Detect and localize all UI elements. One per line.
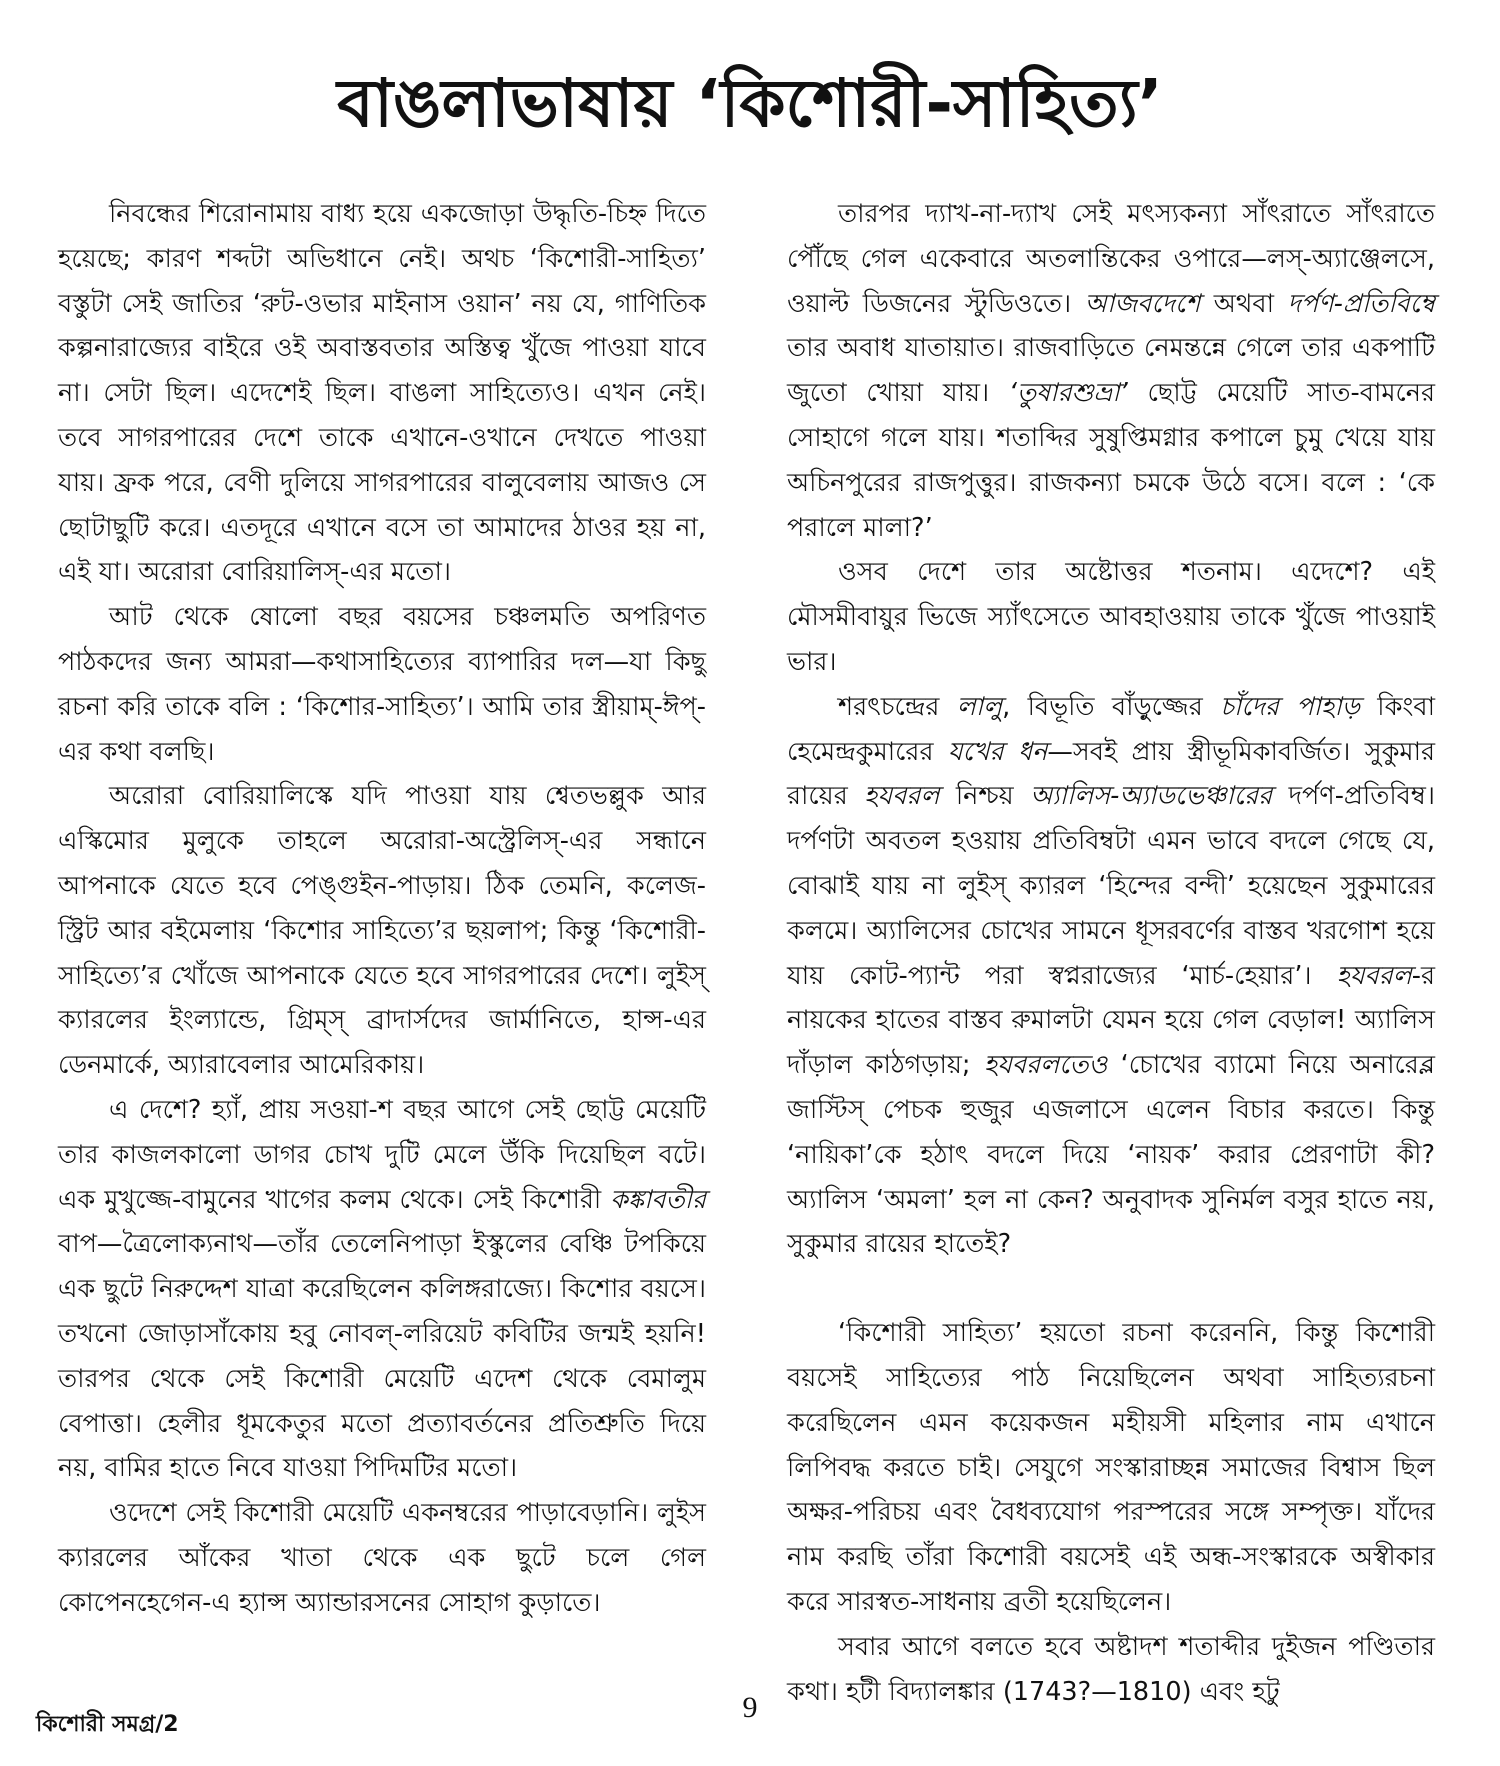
right-column <box>787 192 1435 1707</box>
book-footer: কিশোরী সমগ্র/2 <box>36 1712 179 1737</box>
page-title: বাঙলাভাষায় ‘কিশোরী-সাহিত্য’ <box>337 65 1163 142</box>
paragraph: সবার আগে বলতে হবে অষ্টাদশ শতাব্দীর দুইজন পণ্ডিতার কথা। হটী বিদ্যালঙ্কার (1743?—1810) এবং হটু <box>787 1631 1435 1707</box>
page-number: 9 <box>742 1691 758 1724</box>
paragraph: ওদেশে সেই কিশোরী মেয়েটি একনম্বরের পাড়াবেড়ানি। লুইস ক্যারলের আঁকের খাতা থেকে এক ছুটে চলে গেল কোপেনহেগেন-এ হ্যান্স অ্যান্ডারসনের সোহাগ কুড়াতে। <box>58 1498 706 1618</box>
paragraph: ওসব দেশে তার অষ্টোত্তর শতনাম। এদেশে? এই মৌসমীবায়ুর ভিজে স্যাঁৎসেতে আবহাওয়ায় তাকে খুঁজে পাওয়াই ভার। <box>787 557 1435 677</box>
paragraph: তারপর দ্যাখ-না-দ্যাখ সেই মৎস্যকন্যা সাঁৎরাতে সাঁৎরাতে পৌঁছে গেল একেবারে অতলান্তিকের ওপারে—লস্-অ্যাঞ্জেলসে, ওয়াল্ট ডিজনের স্টুডিওতে। আজবদেশে অথবা দর্পণ-প্রতিবিম্বে তার অবাধ যাতায়াত। রাজবাড়িতে নেমন্তন্নে গেলে তার একপাটি জুতো খোয়া যায়। ‘তুষারশুভ্রা’ ছোট্ট মেয়েটি সাত-বামনের সোহাগে গলে যায়। শতাব্দির সুষুপ্তিমগ্নার কপালে চুমু খেয়ে যায় অচিনপুরের রাজপুত্তুর। রাজকন্যা চমকে উঠে বসে। বলে : ‘কে পরালে মালা?’ <box>787 199 1435 543</box>
left-column <box>58 192 706 1660</box>
paragraph: ‘কিশোরী সাহিত্য’ হয়তো রচনা করেননি, কিন্তু কিশোরী বয়সেই সাহিত্যের পাঠ নিয়েছিলেন অথবা সাহিত্যরচনা করেছিলেন এমন কয়েকজন মহীয়সী মহিলার নাম এখানে লিপিবদ্ধ করতে চাই। সেযুগে সংস্কারাচ্ছন্ন সমাজের বিশ্বাস ছিল অক্ষর-পরিচয় এবং বৈধব্যযোগ পরস্পরের সঙ্গে সম্পৃক্ত। যাঁদের নাম করছি তাঁরা কিশোরী বয়সেই এই অন্ধ-সংস্কারকে অস্বীকার করে সারস্বত-সাধনায় ব্রতী হয়েছিলেন। <box>787 1318 1435 1617</box>
paragraph: অরোরা বোরিয়ালিস্কে যদি পাওয়া যায় শ্বেতভল্লুক আর এস্কিমোর মুলুকে তাহলে অরোরা-অস্ট্রেলিস্-এর সন্ধানে আপনাকে যেতে হবে পেঙ্গুইন-পাড়ায়। ঠিক তেমনি, কলেজ-স্ট্রিট আর বইমেলায় ‘কিশোর সাহিত্যে’র ছয়লাপ; কিন্তু ‘কিশোরী-সাহিত্যে’র খোঁজে আপনাকে যেতে হবে সাগরপারের দেশে। লুইস্ ক্যারলের ইংল্যান্ডে, গ্রিম্স্ ব্রাদার্সদের জার্মানিতে, হান্স-এর ডেনমার্কে, অ্যারাবেলার আমেরিকায়। <box>58 781 706 1081</box>
paragraph: শরৎচন্দ্রের লালু, বিভূতি বাঁড়ুজ্জের চাঁদের পাহাড় কিংবা হেমেন্দ্রকুমারের যখের ধন—সবই প্রায় স্ত্রীভূমিকাবর্জিত। সুকুমার রায়ের হযবরল নিশ্চয় অ্যালিস-অ্যাডভেঞ্চারের দর্পণ-প্রতিবিম্ব। দর্পণটা অবতল হওয়ায় প্রতিবিম্বটা এমন ভাবে বদলে গেছে যে, বোঝাই যায় না লুইস্ ক্যারল ‘হিন্দের বন্দী’ হয়েছেন সুকুমারের কলমে। অ্যালিসের চোখের সামনে ধূসরবর্ণের বাস্তব খরগোশ হয়ে যায় কোট-প্যান্ট পরা স্বপ্নরাজ্যের ‘মার্চ-হেয়ার’। হযবরল-র নায়কের হাতের বাস্তব রুমালটা যেমন হয়ে গেল বেড়াল! অ্যালিস দাঁড়াল কাঠগড়ায়; হযবরলতেও ‘চোখের ব্যামো নিয়ে অনারেব্ল জাস্টিস্ পেচক হুজুর এজলাসে এলেন বিচার করতে। কিন্তু ‘নায়িকা’কে হঠাৎ বদলে দিয়ে ‘নায়ক’ করার প্রেরণাটা কী? অ্যালিস ‘অমলা’ হল না কেন? অনুবাদক সুনির্মল বসুর হাতে নয়, সুকুমার রায়ের হাতেই? <box>787 691 1435 1260</box>
paragraph: নিবন্ধের শিরোনামায় বাধ্য হয়ে একজোড়া উদ্ধৃতি-চিহ্ন দিতে হয়েছে; কারণ শব্দটা অভিধানে নেই। অথচ ‘কিশোরী-সাহিত্য’ বস্তুটা সেই জাতির ‘রুট-ওভার মাইনাস ওয়ান’ নয় যে, গাণিতিক কল্পনারাজ্যের বাইরে ওই অবাস্তবতার অস্তিত্ব খুঁজে পাওয়া যাবে না। সেটা ছিল। এদেশেই ছিল। বাঙলা সাহিত্যেও। এখন নেই। তবে সাগরপারের দেশে তাকে এখানে-ওখানে দেখতে পাওয়া যায়। ফ্রক পরে, বেণী দুলিয়ে সাগরপারের বালুবেলায় আজও সে ছোটাছুটি করে। এতদূরে এখানে বসে তা আমাদের ঠাওর হয় না, এই যা। অরোরা বোরিয়ালিস্-এর মতো। <box>58 199 706 588</box>
paragraph: এ দেশে? হ্যাঁ, প্রায় সওয়া-শ বছর আগে সেই ছোট্ট মেয়েটি তার কাজলকালো ডাগর চোখ দুটি মেলে উঁকি দিয়েছিল বটে। এক মুখুজ্জে-বামুনের খাগের কলম থেকে। সেই কিশোরী কঙ্কাবতীর বাপ—ত্রৈলোক্যনাথ—তাঁর তেলেনিপাড়া ইস্কুলের বেঞ্চি টপকিয়ে এক ছুটে নিরুদ্দেশ যাত্রা করেছিলেন কলিঙ্গরাজ্যে। কিশোর বয়সে। তখনো জোড়াসাঁকোয় হবু নোবল্-লরিয়েট কবিটির জন্মই হয়নি! তারপর থেকে সেই কিশোরী মেয়েটি এদেশ থেকে বেমালুম বেপাত্তা। হেলীর ধূমকেতুর মতো প্রত্যাবর্তনের প্রতিশ্রুতি দিয়ে নয়, বামির হাতে নিবে যাওয়া পিদিমটির মতো। <box>58 1094 706 1484</box>
paragraph: আট থেকে ষোলো বছর বয়সের চঞ্চলমতি অপরিণত পাঠকদের জন্য আমরা—কথাসাহিত্যের ব্যাপারির দল—যা কিছু রচনা করি তাকে বলি : ‘কিশোর-সাহিত্য’। আমি তার স্ত্রীয়াম্-ঈপ্-এর কথা বলছি। <box>58 602 706 767</box>
